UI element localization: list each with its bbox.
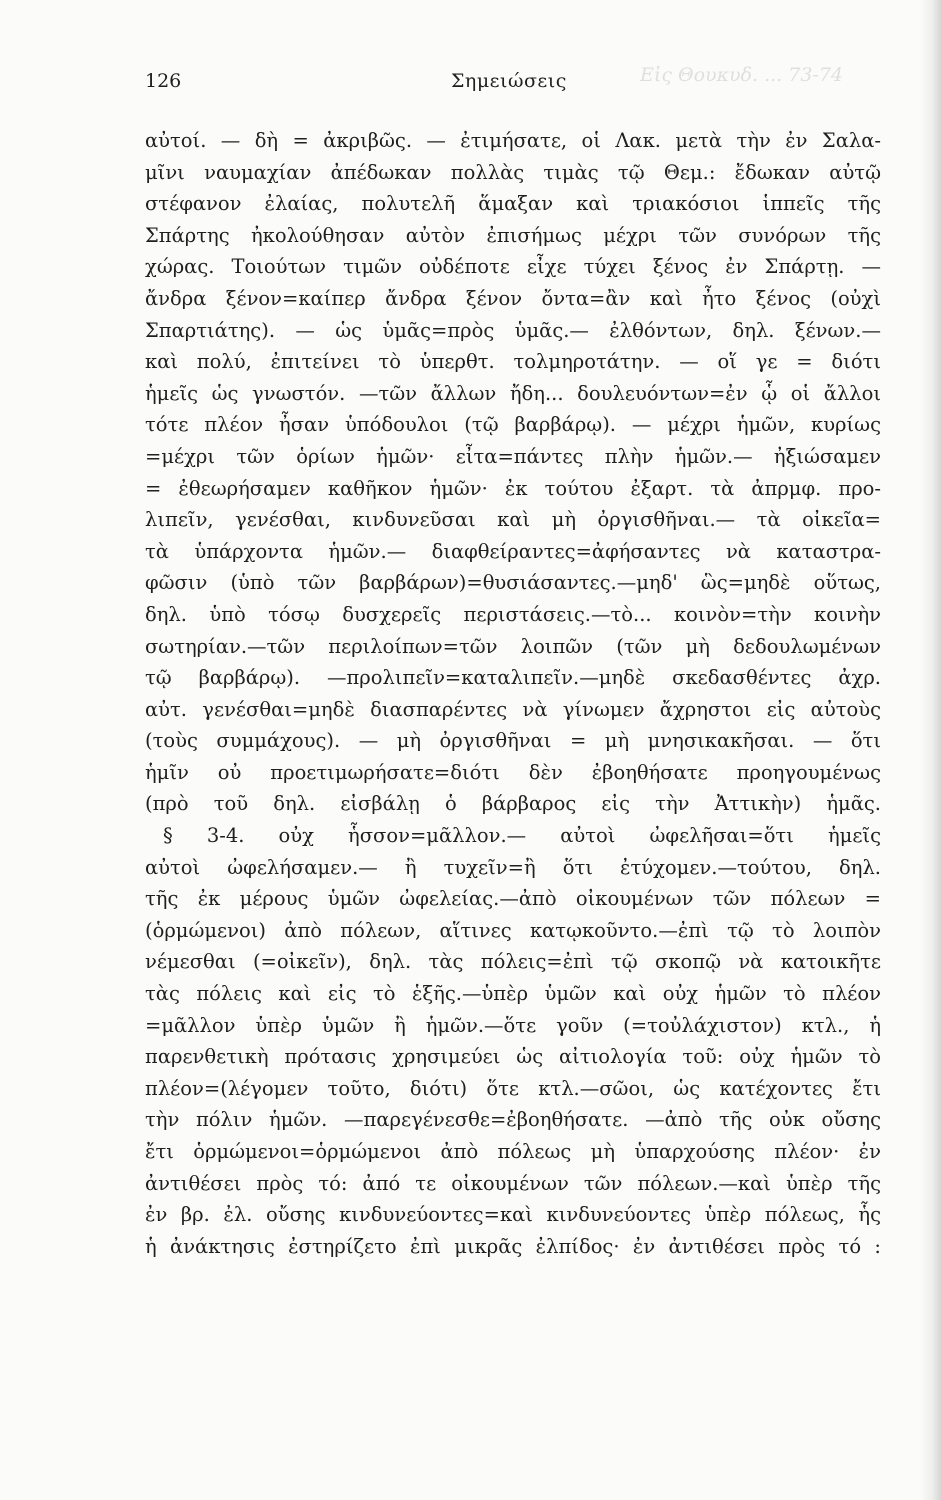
text-line: φῶσιν (ὑπὸ τῶν βαρβάρων)=θυσιάσαντες.—μηδ' ὣς=μηδὲ οὕτως,	[145, 571, 881, 595]
text-line: πλέον=(λέγομεν τοῦτο, διότι) ὅτε κτλ.—σῶοι, ὡς κατέχοντες ἔτι	[145, 1076, 881, 1100]
text-line: καὶ πολύ, ἐπιτείνει τὸ ὑπερθτ. τολμηροτάτην. — οἵ γε = διότι	[145, 350, 881, 374]
text-line: τὴν πόλιν ἡμῶν. —παρεγένεσθε=ἐβοηθήσατε. —ἀπὸ τῆς οὐκ οὔσης	[145, 1108, 881, 1132]
running-title: Σημειώσεις	[451, 70, 567, 92]
commentary-body	[145, 125, 881, 1262]
text-line: =μᾶλλον ὑπὲρ ὑμῶν ἢ ἡμῶν.—ὅτε γοῦν (=τοὐλάχιστον) κτλ., ἡ	[145, 1013, 881, 1037]
text-line: ἡμεῖς ὡς γνωστόν. —τῶν ἄλλων ἤδη... δουλευόντων=ἐν ᾧ οἱ ἄλλοι	[145, 381, 881, 405]
text-line: σωτηρίαν.—τῶν περιλοίπων=τῶν λοιπῶν (τῶν μὴ δεδουλωμένων	[145, 634, 881, 658]
text-line: αὐτοί. — δὴ = ἀκριβῶς. — ἐτιμήσατε, οἱ Λακ. μετὰ τὴν ἐν Σαλα-	[145, 129, 881, 152]
text-line: νέμεσθαι (=οἰκεῖν), δηλ. τὰς πόλεις=ἐπὶ τῷ σκοπῷ νὰ κατοικῆτε	[145, 950, 881, 974]
bleed-through-text: Εἰς Θουκυδ. ... 73-74	[640, 64, 844, 86]
text-line: ἄνδρα ξένον=καίπερ ἄνδρα ξένον ὄντα=ἂν καὶ ἦτο ξένος (οὐχὶ	[145, 286, 881, 310]
page-edge-shadow	[920, 0, 942, 1500]
text-line: (πρὸ τοῦ δηλ. εἰσβάλῃ ὁ βάρβαρος εἰς τὴν Ἀττικὴν) ἡμᾶς.	[145, 792, 881, 816]
text-line: ἡ ἀνάκτησις ἐστηρίζετο ἐπὶ μικρᾶς ἐλπίδος· ἐν ἀντιθέσει πρὸς τό :	[145, 1234, 881, 1258]
text-line: χώρας. Τοιούτων τιμῶν οὐδέποτε εἶχε τύχει ξένος ἐν Σπάρτῃ. —	[145, 255, 881, 279]
text-line: ἔτι ὁρμώμενοι=ὁρμώμενοι ἀπὸ πόλεως μὴ ὑπαρχούσης πλέον· ἐν	[145, 1140, 881, 1163]
text-line: παρενθετικὴ πρότασις χρησιμεύει ὡς αἰτιολογία τοῦ: οὐχ ἡμῶν τὸ	[145, 1045, 881, 1069]
page-header	[145, 70, 875, 98]
page-number: 126	[145, 70, 182, 92]
text-line: = ἐθεωρήσαμεν καθῆκον ἡμῶν· ἐκ τούτου ἐξαρτ. τὰ ἀπρμφ. προ-	[145, 476, 881, 500]
text-line: τὰς πόλεις καὶ εἰς τὸ ἑξῆς.—ὑπὲρ ὑμῶν καὶ οὐχ ἡμῶν τὸ πλέον	[145, 982, 881, 1006]
text-line: αὐτοὶ ὠφελήσαμεν.— ἢ τυχεῖν=ἢ ὅτι ἐτύχομεν.—τούτου, δηλ.	[145, 855, 881, 879]
text-line: ἡμῖν οὐ προετιμωρήσατε=διότι δὲν ἐβοηθήσατε προηγουμένως	[145, 760, 881, 784]
text-line: § 3-4. οὐχ ἧσσον=μᾶλλον.— αὐτοὶ ὠφελῆσαι=ὅτι ἡμεῖς	[163, 824, 881, 848]
text-line: (ὁρμώμενοι) ἀπὸ πόλεων, αἵτινες κατῳκοῦντο.—ἐπὶ τῷ τὸ λοιπὸν	[145, 918, 881, 942]
text-line: δηλ. ὑπὸ τόσῳ δυσχερεῖς περιστάσεις.—τὸ... κοινὸν=τὴν κοινὴν	[145, 602, 881, 626]
text-line: τότε πλέον ἦσαν ὑπόδουλοι (τῷ βαρβάρῳ). — μέχρι ἡμῶν, κυρίως	[145, 413, 881, 437]
text-line: τὰ ὑπάρχοντα ἡμῶν.— διαφθείραντες=ἀφήσαντες νὰ καταστρα-	[145, 539, 881, 563]
text-line: τῆς ἐκ μέρους ὑμῶν ὠφελείας.—ἀπὸ οἰκουμένων τῶν πόλεων =	[145, 887, 881, 911]
text-line: αὐτ. γενέσθαι=μηδὲ διασπαρέντες νὰ γίνωμεν ἄχρηστοι εἰς αὐτοὺς	[145, 697, 881, 721]
text-line: Σπαρτιάτης). — ὡς ὑμᾶς=πρὸς ὑμᾶς.— ἐλθόντων, δηλ. ξένων.—	[145, 318, 881, 342]
text-line: μῖνι ναυμαχίαν ἀπέδωκαν πολλὰς τιμὰς τῷ Θεμ.: ἔδωκαν αὐτῷ	[145, 160, 881, 184]
text-line: ἀντιθέσει πρὸς τό: ἀπό τε οἰκουμένων τῶν πόλεων.—καὶ ὑπὲρ τῆς	[145, 1171, 881, 1195]
text-line: (τοὺς συμμάχους). — μὴ ὀργισθῆναι = μὴ μνησικακῆσαι. — ὅτι	[145, 729, 881, 753]
text-line: στέφανον ἐλαίας, πολυτελῆ ἅμαξαν καὶ τριακόσιοι ἱππεῖς τῆς	[145, 192, 881, 216]
text-line: τῷ βαρβάρῳ). —προλιπεῖν=καταλιπεῖν.—μηδὲ σκεδασθέντες ἀχρ.	[145, 666, 881, 690]
text-line: =μέχρι τῶν ὁρίων ἡμῶν· εἶτα=πάντες πλὴν ἡμῶν.— ἠξιώσαμεν	[145, 444, 881, 468]
text-line: λιπεῖν, γενέσθαι, κινδυνεῦσαι καὶ μὴ ὀργισθῆναι.— τὰ οἰκεῖα=	[145, 508, 881, 532]
text-line: ἐν βρ. ἐλ. οὔσης κινδυνεύοντες=καὶ κινδυνεύοντες ὑπὲρ πόλεως, ἧς	[145, 1203, 881, 1227]
text-line: Σπάρτης ἠκολούθησαν αὐτὸν ἐπισήμως μέχρι τῶν συνόρων τῆς	[145, 223, 881, 247]
